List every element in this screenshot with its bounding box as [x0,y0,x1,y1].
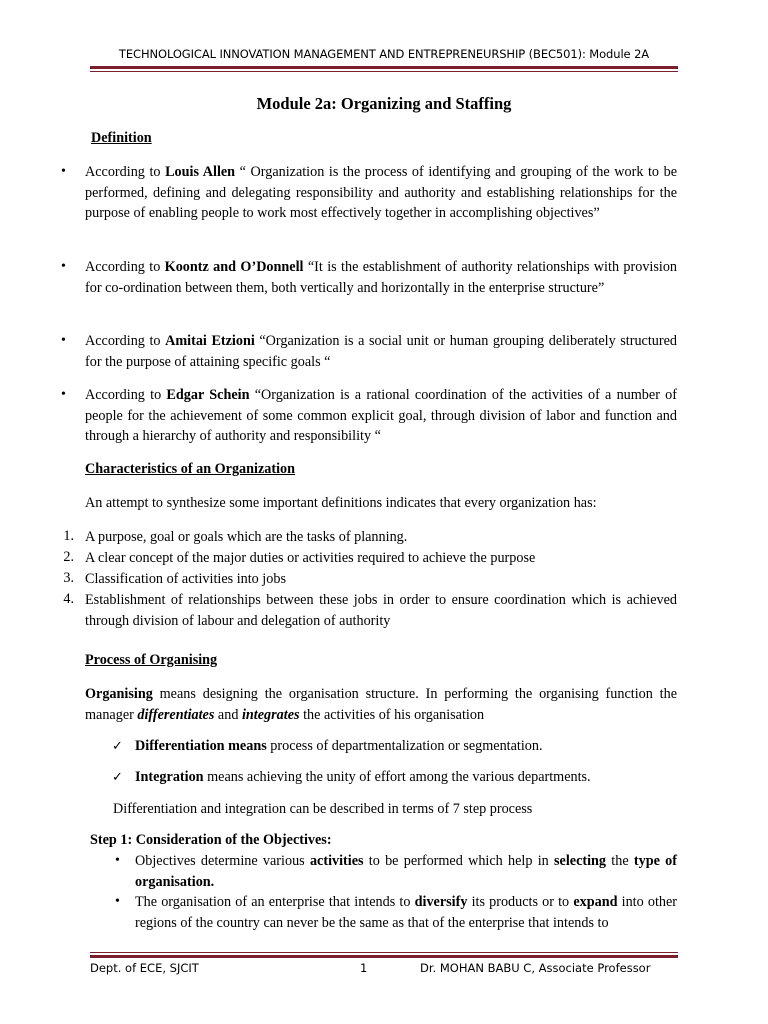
definition-item-schein: According to Edgar Schein “Organization is a rational coordination of the activities of a number of people for the achievement of some common explicit goal, through division of labor and function and through a hierarchy of authority and responsibility “ [85,387,677,444]
header-rule-thick [90,66,678,69]
page-title: Module 2a: Organizing and Staffing [256,94,512,113]
definition-item-koontz: According to Koontz and O’Donnell “It is the establishment of authority relationships with provision for co-ordination between them, both vertically and horizontally in the enterprise structure” [85,259,678,296]
footer-department: Dept. of ECE, SJCIT [90,961,199,975]
list-number: 2. [63,549,74,565]
characteristic-item: A purpose, goal or goals which are the tasks of planning. [85,529,408,545]
bullet-icon: • [115,894,120,909]
step1-bullet-diversify: The organisation of an enterprise that intends to diversify its products or to expand into other regions of the country can never be the same as that of the enterprise that intends to [135,894,677,931]
check-item-integration: Integration means achieving the unity of effort among the various departments. [135,769,591,785]
characteristics-heading: Characteristics of an Organization [85,461,296,477]
characteristic-item: A clear concept of the major duties or activities required to achieve the purpose [85,550,536,566]
bullet-icon: • [61,333,66,348]
footer-rule-thick [90,955,678,958]
bullet-icon: • [61,164,66,179]
list-number: 3. [63,570,74,586]
bullet-icon: • [61,387,66,402]
running-header: TECHNOLOGICAL INNOVATION MANAGEMENT AND ENTREPRENEURSHIP (BEC501): Module 2A [118,47,650,61]
bullet-icon: • [115,853,120,868]
bullet-icon: • [61,259,66,274]
definition-item-etzioni: According to Amitai Etzioni “Organization is a social unit or human grouping deliberately structured for the purpose of attaining specific goals “ [85,333,677,370]
definition-item-louis-allen: According to Louis Allen “ Organization is the process of identifying and grouping of the work to be performed, defining and delegating responsibility and authority and establishing relationships for the purpose of enabling people to work most effectively together in accomplishing objectives” [85,164,677,221]
footer-author: Dr. MOHAN BABU C, Associate Professor [420,961,651,975]
check-item-differentiation: Differentiation means process of departmentalization or segmentation. [135,738,543,754]
checkmark-icon: ✓ [112,739,123,754]
process-heading: Process of Organising [85,652,218,668]
header-rule-thin [90,71,678,72]
characteristic-item: Establishment of relationships between these jobs in order to ensure coordination which is achieved through division of labour and delegation of authority [85,592,677,629]
checkmark-icon: ✓ [112,770,123,785]
characteristics-intro: An attempt to synthesize some important definitions indicates that every organization has: [85,495,597,511]
footer-rule-thin [90,952,678,953]
step1-heading: Step 1: Consideration of the Objectives: [90,832,332,848]
definition-heading: Definition [91,130,152,146]
list-number: 4. [63,591,74,607]
footer-page-number: 1 [360,961,368,975]
process-paragraph: Organising means designing the organisation structure. In performing the organising function the manager differentiates and integrates the activities of his organisation [85,686,677,723]
list-number: 1. [63,528,74,544]
process-summary: Differentiation and integration can be described in terms of 7 step process [113,801,533,817]
step1-bullet-objectives: Objectives determine various activities to be performed which help in selecting the type of organisation. [135,853,677,890]
characteristic-item: Classification of activities into jobs [85,571,286,587]
